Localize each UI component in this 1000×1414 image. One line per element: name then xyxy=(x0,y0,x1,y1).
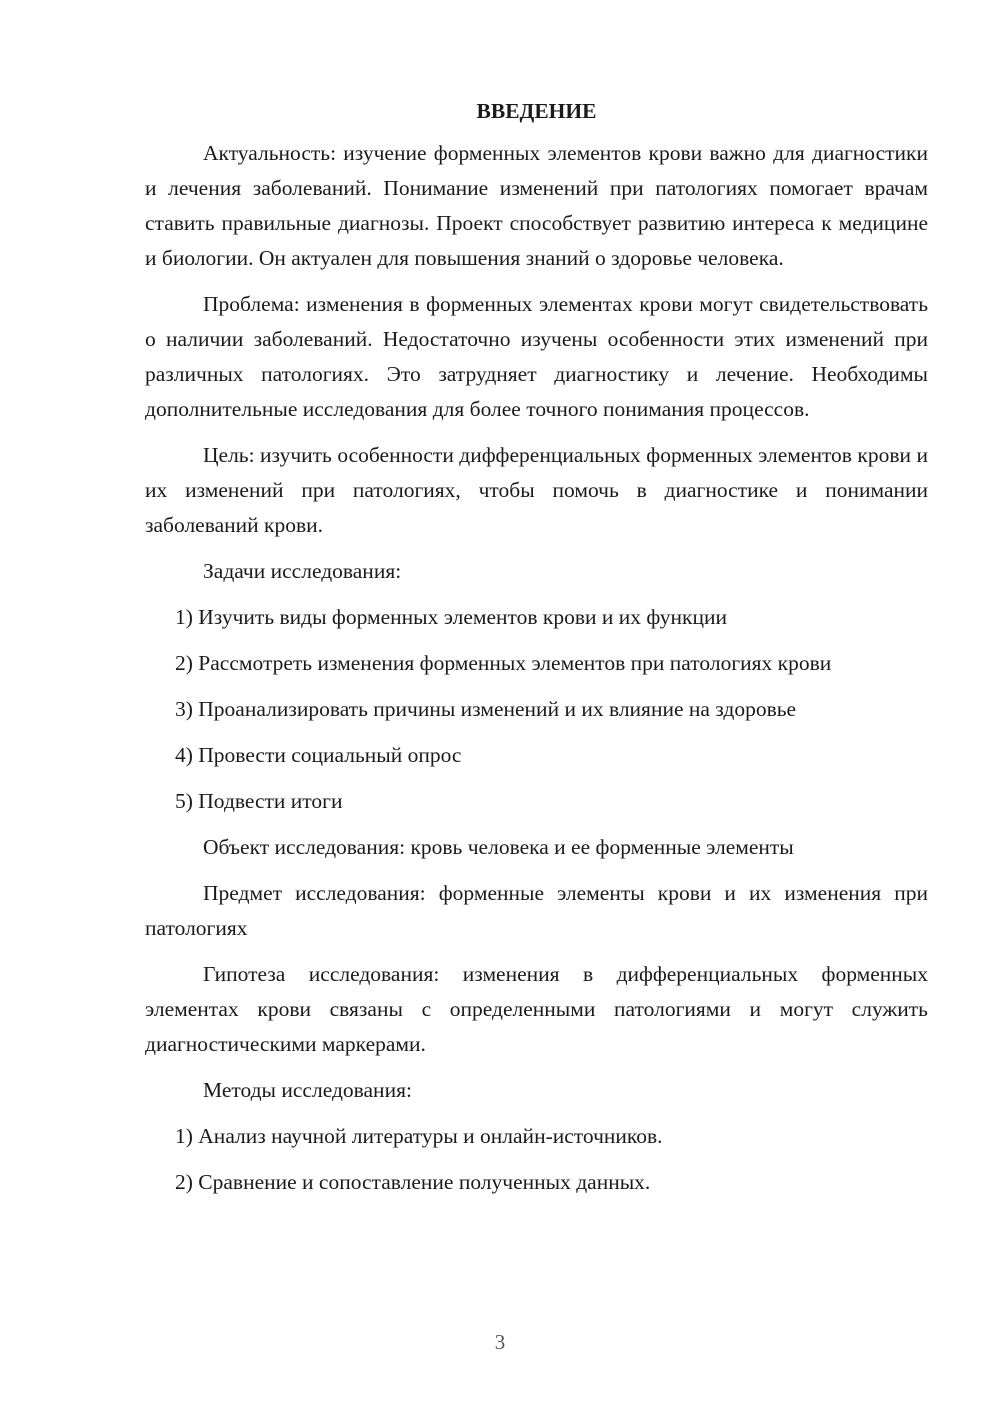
tasks-heading: Задачи исследования: xyxy=(203,559,402,583)
task-item: 3) Проанализировать причины изменений и их влияние на здоровье xyxy=(175,697,797,721)
document-page xyxy=(145,96,928,1211)
task-item: 5) Подвести итоги xyxy=(175,789,343,813)
method-item: 1) Анализ научной литературы и онлайн-источников. xyxy=(175,1124,663,1148)
goal-paragraph: Цель: изучить особенности дифференциальных форменных элементов крови и их изменений при патологиях, чтобы помочь в диагностике и понимании заболеваний крови. xyxy=(145,443,928,537)
task-item: 4) Провести социальный опрос xyxy=(175,743,462,767)
relevance-paragraph: Актуальность: изучение форменных элементов крови важно для диагностики и лечения заболеваний. Понимание изменений при патологиях помогает врачам ставить правильные диагнозы. Проект способствует развитию интереса к медицине и биологии. Он актуален для повышения знаний о здоровье человека. xyxy=(145,141,928,270)
method-item: 2) Сравнение и сопоставление полученных данных. xyxy=(175,1170,651,1194)
hypothesis-paragraph: Гипотеза исследования: изменения в дифференциальных форменных элементах крови связаны с определенными патологиями и могут служить диагностическими маркерами. xyxy=(145,962,928,1056)
page-number: 3 xyxy=(494,1330,506,1354)
object-paragraph: Объект исследования: кровь человека и ее форменные элементы xyxy=(203,835,794,859)
subject-paragraph: Предмет исследования: форменные элементы крови и их изменения при патологиях xyxy=(145,881,928,940)
problem-paragraph: Проблема: изменения в форменных элементах крови могут свидетельствовать о наличии заболеваний. Недостаточно изучены особенности этих изменений при различных патологиях. Это затрудняет диагностику и лечение. Необходимы дополнительные исследования для более точного понимания процессов. xyxy=(145,292,928,421)
task-item: 2) Рассмотреть изменения форменных элементов при патологиях крови xyxy=(175,651,832,675)
task-item: 1) Изучить виды форменных элементов крови и их функции xyxy=(175,605,728,629)
section-title: ВВЕДЕНИЕ xyxy=(476,99,597,123)
methods-heading: Методы исследования: xyxy=(203,1078,412,1102)
